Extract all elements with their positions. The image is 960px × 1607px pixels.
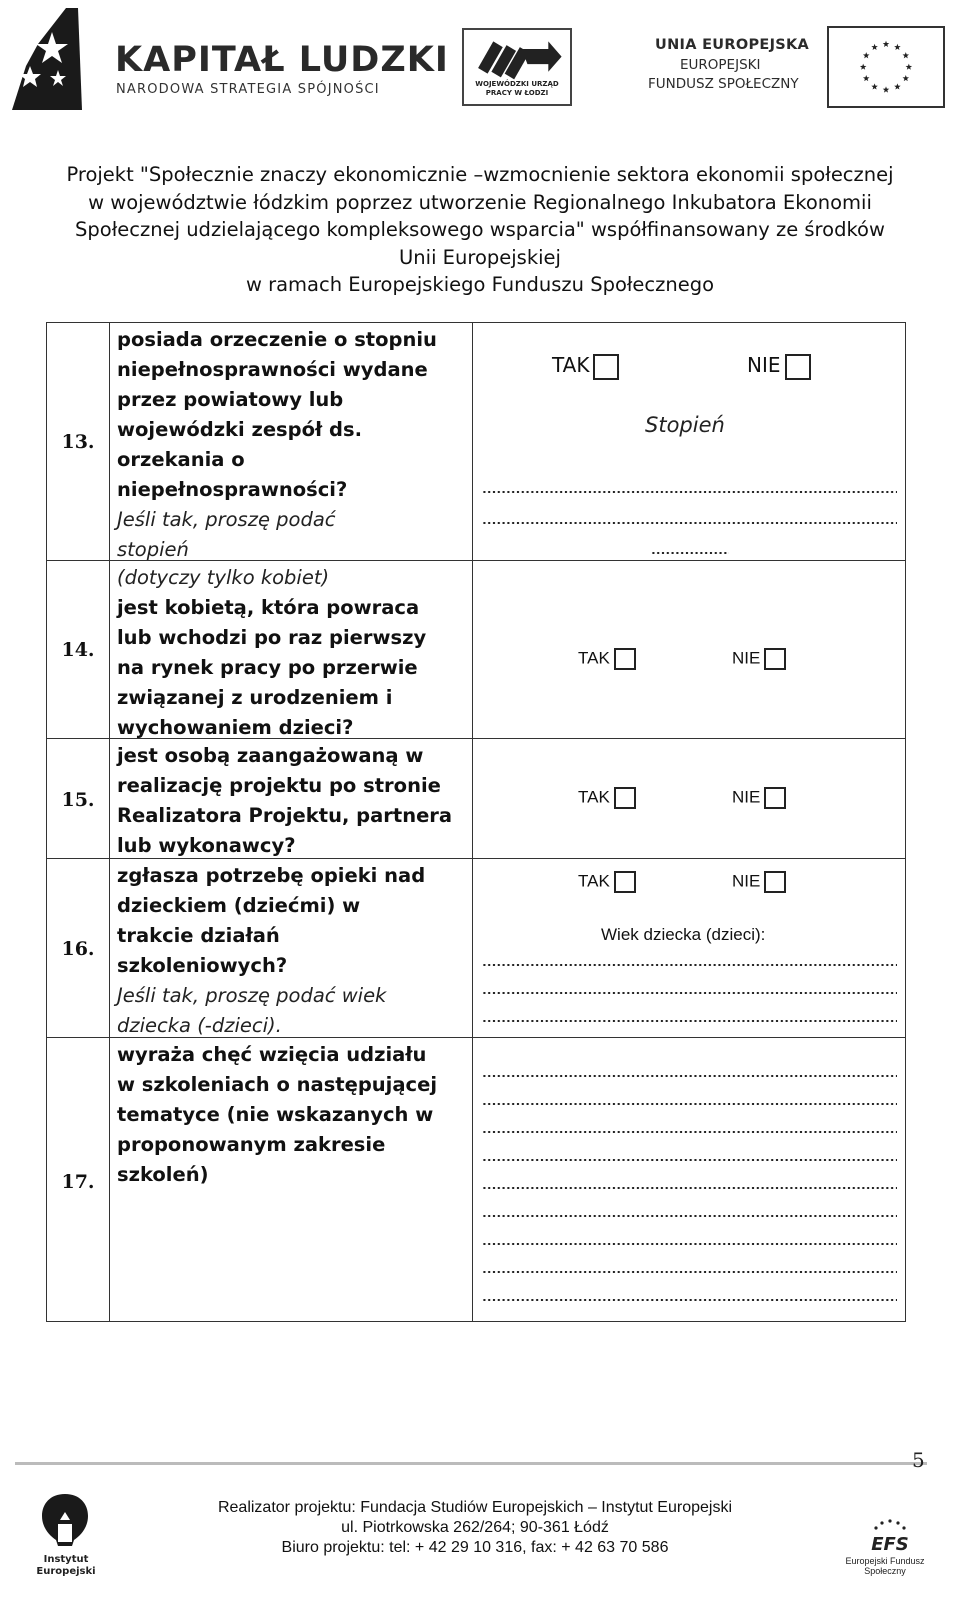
answer-line[interactable] <box>482 1103 897 1105</box>
no-checkbox[interactable] <box>764 871 786 893</box>
footer-text <box>190 1498 760 1558</box>
answer-line[interactable] <box>482 1271 897 1273</box>
yes-option[interactable] <box>578 787 636 809</box>
question-text: związanej z urodzeniem i <box>117 686 393 709</box>
question-text: dzieckiem (dziećmi) w <box>117 894 361 917</box>
kapital-ludzki-title: KAPITAŁ LUDZKI <box>115 40 449 80</box>
question-17 <box>117 1040 477 1190</box>
eu-star-icon <box>863 52 870 58</box>
question-text: lub wchodzi po raz pierwszy <box>117 626 427 649</box>
svg-text:EFS: EFS <box>871 1534 909 1555</box>
question-text: Realizatora Projektu, partnera <box>117 804 453 827</box>
no-label: NIE <box>732 787 761 807</box>
answer-line[interactable] <box>651 552 729 554</box>
no-option[interactable] <box>732 648 786 670</box>
eu-star-icon <box>871 44 878 50</box>
question-text: niepełnosprawności? <box>117 478 348 501</box>
question-text: zgłasza potrzebę opieki nad <box>117 864 426 887</box>
question-text: szkoleń) <box>117 1163 209 1186</box>
question-hint: dziecka (-dzieci). <box>117 1014 282 1037</box>
question-16 <box>117 861 477 1041</box>
question-14 <box>117 563 477 743</box>
no-label: NIE <box>732 871 761 891</box>
project-title <box>0 161 960 299</box>
row-number: 14. <box>61 639 95 661</box>
project-title-line: Unii Europejskiej <box>399 245 561 269</box>
eu-star-icon <box>863 75 870 81</box>
wup-lodz-text: WOJEWÓDZKI URZĄD PRACY W ŁODZI <box>475 80 559 97</box>
question-text: posiada orzeczenie o stopniu <box>117 328 437 351</box>
project-title-line: Społecznej udzielającego kompleksowego wsparcia" współfinansowany ze środków <box>75 218 885 241</box>
question-hint: stopień <box>117 538 189 561</box>
kapital-ludzki-logo <box>8 6 86 110</box>
eu-star-icon <box>883 41 890 47</box>
row-number: 16. <box>61 938 95 960</box>
unia-europejska-label: UNIA EUROPEJSKA <box>655 37 810 53</box>
question-text: proponowanym zakresie <box>117 1133 386 1156</box>
eu-star-icon <box>894 83 901 89</box>
kapital-ludzki-subtitle: NARODOWA STRATEGIA SPÓJNOŚCI <box>116 82 380 97</box>
question-15 <box>117 741 477 861</box>
answer-line[interactable] <box>482 1243 897 1245</box>
eu-star-icon <box>883 86 890 92</box>
yes-label: TAK <box>578 871 610 891</box>
instytut-europejski-text: Instytut Europejski <box>36 1554 96 1577</box>
instytut-europejski-logo <box>36 1490 94 1548</box>
footer-line: ul. Piotrkowska 262/264; 90-361 Łódź <box>341 1519 609 1536</box>
yes-checkbox[interactable] <box>593 354 619 380</box>
no-checkbox[interactable] <box>785 354 811 380</box>
question-hint: (dotyczy tylko kobiet) <box>117 566 330 589</box>
efs-text: Europejski Fundusz Społeczny <box>845 1556 925 1576</box>
answer-line[interactable] <box>482 1075 897 1077</box>
question-13 <box>117 325 477 565</box>
footer-divider <box>15 1462 927 1465</box>
question-text: lub wykonawcy? <box>117 834 296 857</box>
answer-line[interactable] <box>482 1187 897 1189</box>
page-number: 5 <box>912 1448 925 1472</box>
answer-line[interactable] <box>482 1299 897 1301</box>
question-text: jest kobietą, która powraca <box>117 596 420 619</box>
project-title-line: Projekt "Społecznie znaczy ekonomicznie –wzmocnienie sektora ekonomii społecznej <box>66 163 894 186</box>
child-age-label: Wiek dziecka (dzieci): <box>601 925 766 944</box>
questionnaire-table <box>46 322 906 1322</box>
question-text: przez powiatowy lub <box>117 388 344 411</box>
answer-line[interactable] <box>482 1131 897 1133</box>
question-text: tematyce (nie wskazanych w <box>117 1103 434 1126</box>
answer-line[interactable] <box>482 1020 897 1022</box>
yes-option[interactable] <box>552 353 619 380</box>
answer-line[interactable] <box>482 964 897 966</box>
eu-star-icon <box>903 75 910 81</box>
yes-checkbox[interactable] <box>614 871 636 893</box>
column-divider <box>109 323 110 1321</box>
eu-star-icon <box>903 52 910 58</box>
no-option[interactable] <box>747 353 811 380</box>
footer-line: Realizator projektu: Fundacja Studiów Europejskich – Instytut Europejski <box>217 1499 733 1516</box>
question-text: wojewódzki zespół ds. <box>117 418 363 441</box>
answer-line[interactable] <box>482 1159 897 1161</box>
question-text: w szkoleniach o następującej <box>117 1073 437 1096</box>
yes-checkbox[interactable] <box>614 648 636 670</box>
eu-flag-icon <box>827 26 945 108</box>
eu-star-icon <box>860 64 867 70</box>
eu-star-icon <box>894 44 901 50</box>
no-label: NIE <box>732 648 761 668</box>
no-checkbox[interactable] <box>764 648 786 670</box>
question-text: realizację projektu po stronie <box>117 774 441 797</box>
row-number: 17. <box>61 1171 95 1193</box>
row-number: 13. <box>61 431 95 453</box>
project-title-line: w województwie łódzkim poprzez utworzenie Regionalnego Inkubatora Ekonomii <box>88 190 872 214</box>
answer-line[interactable] <box>482 992 897 994</box>
eu-star-icon <box>871 83 878 89</box>
question-hint: Jeśli tak, proszę podać <box>117 508 336 531</box>
no-checkbox[interactable] <box>764 787 786 809</box>
yes-option[interactable] <box>578 648 636 670</box>
answer-line[interactable] <box>482 491 897 493</box>
question-hint: Jeśli tak, proszę podać wiek <box>117 984 387 1007</box>
degree-label: Stopień <box>645 413 725 437</box>
europejski-label: EUROPEJSKI <box>680 57 761 73</box>
no-option[interactable] <box>732 787 786 809</box>
question-text: na rynek pracy po przerwie <box>117 656 418 679</box>
answer-line[interactable] <box>482 522 897 524</box>
answer-line[interactable] <box>482 1215 897 1217</box>
question-text: orzekania o <box>117 448 245 471</box>
question-text: szkoleniowych? <box>117 954 288 977</box>
efs-logo <box>860 1516 920 1556</box>
question-text: wyraża chęć wzięcia udziału <box>117 1043 427 1066</box>
yes-checkbox[interactable] <box>614 787 636 809</box>
question-text: jest osobą zaangażowaną w <box>117 744 424 767</box>
question-text: trakcie działań <box>117 924 280 947</box>
yes-option[interactable] <box>578 871 636 893</box>
question-text: niepełnosprawności wydane <box>117 358 428 381</box>
footer-line: Biuro projektu: tel: + 42 29 10 316, fax: + 42 63 70 586 <box>281 1539 669 1556</box>
row-number: 15. <box>61 789 95 811</box>
page-header <box>0 0 960 120</box>
yes-label: TAK <box>578 787 610 807</box>
no-label: NIE <box>747 353 781 377</box>
fundusz-spoleczny-label: FUNDUSZ SPOŁECZNY <box>648 76 799 92</box>
project-title-line: w ramach Europejskiego Funduszu Społecznego <box>245 273 715 296</box>
yes-label: TAK <box>552 353 590 377</box>
question-text: wychowaniem dzieci? <box>117 716 354 739</box>
no-option[interactable] <box>732 871 786 893</box>
yes-label: TAK <box>578 648 610 668</box>
eu-star-icon <box>906 64 913 70</box>
